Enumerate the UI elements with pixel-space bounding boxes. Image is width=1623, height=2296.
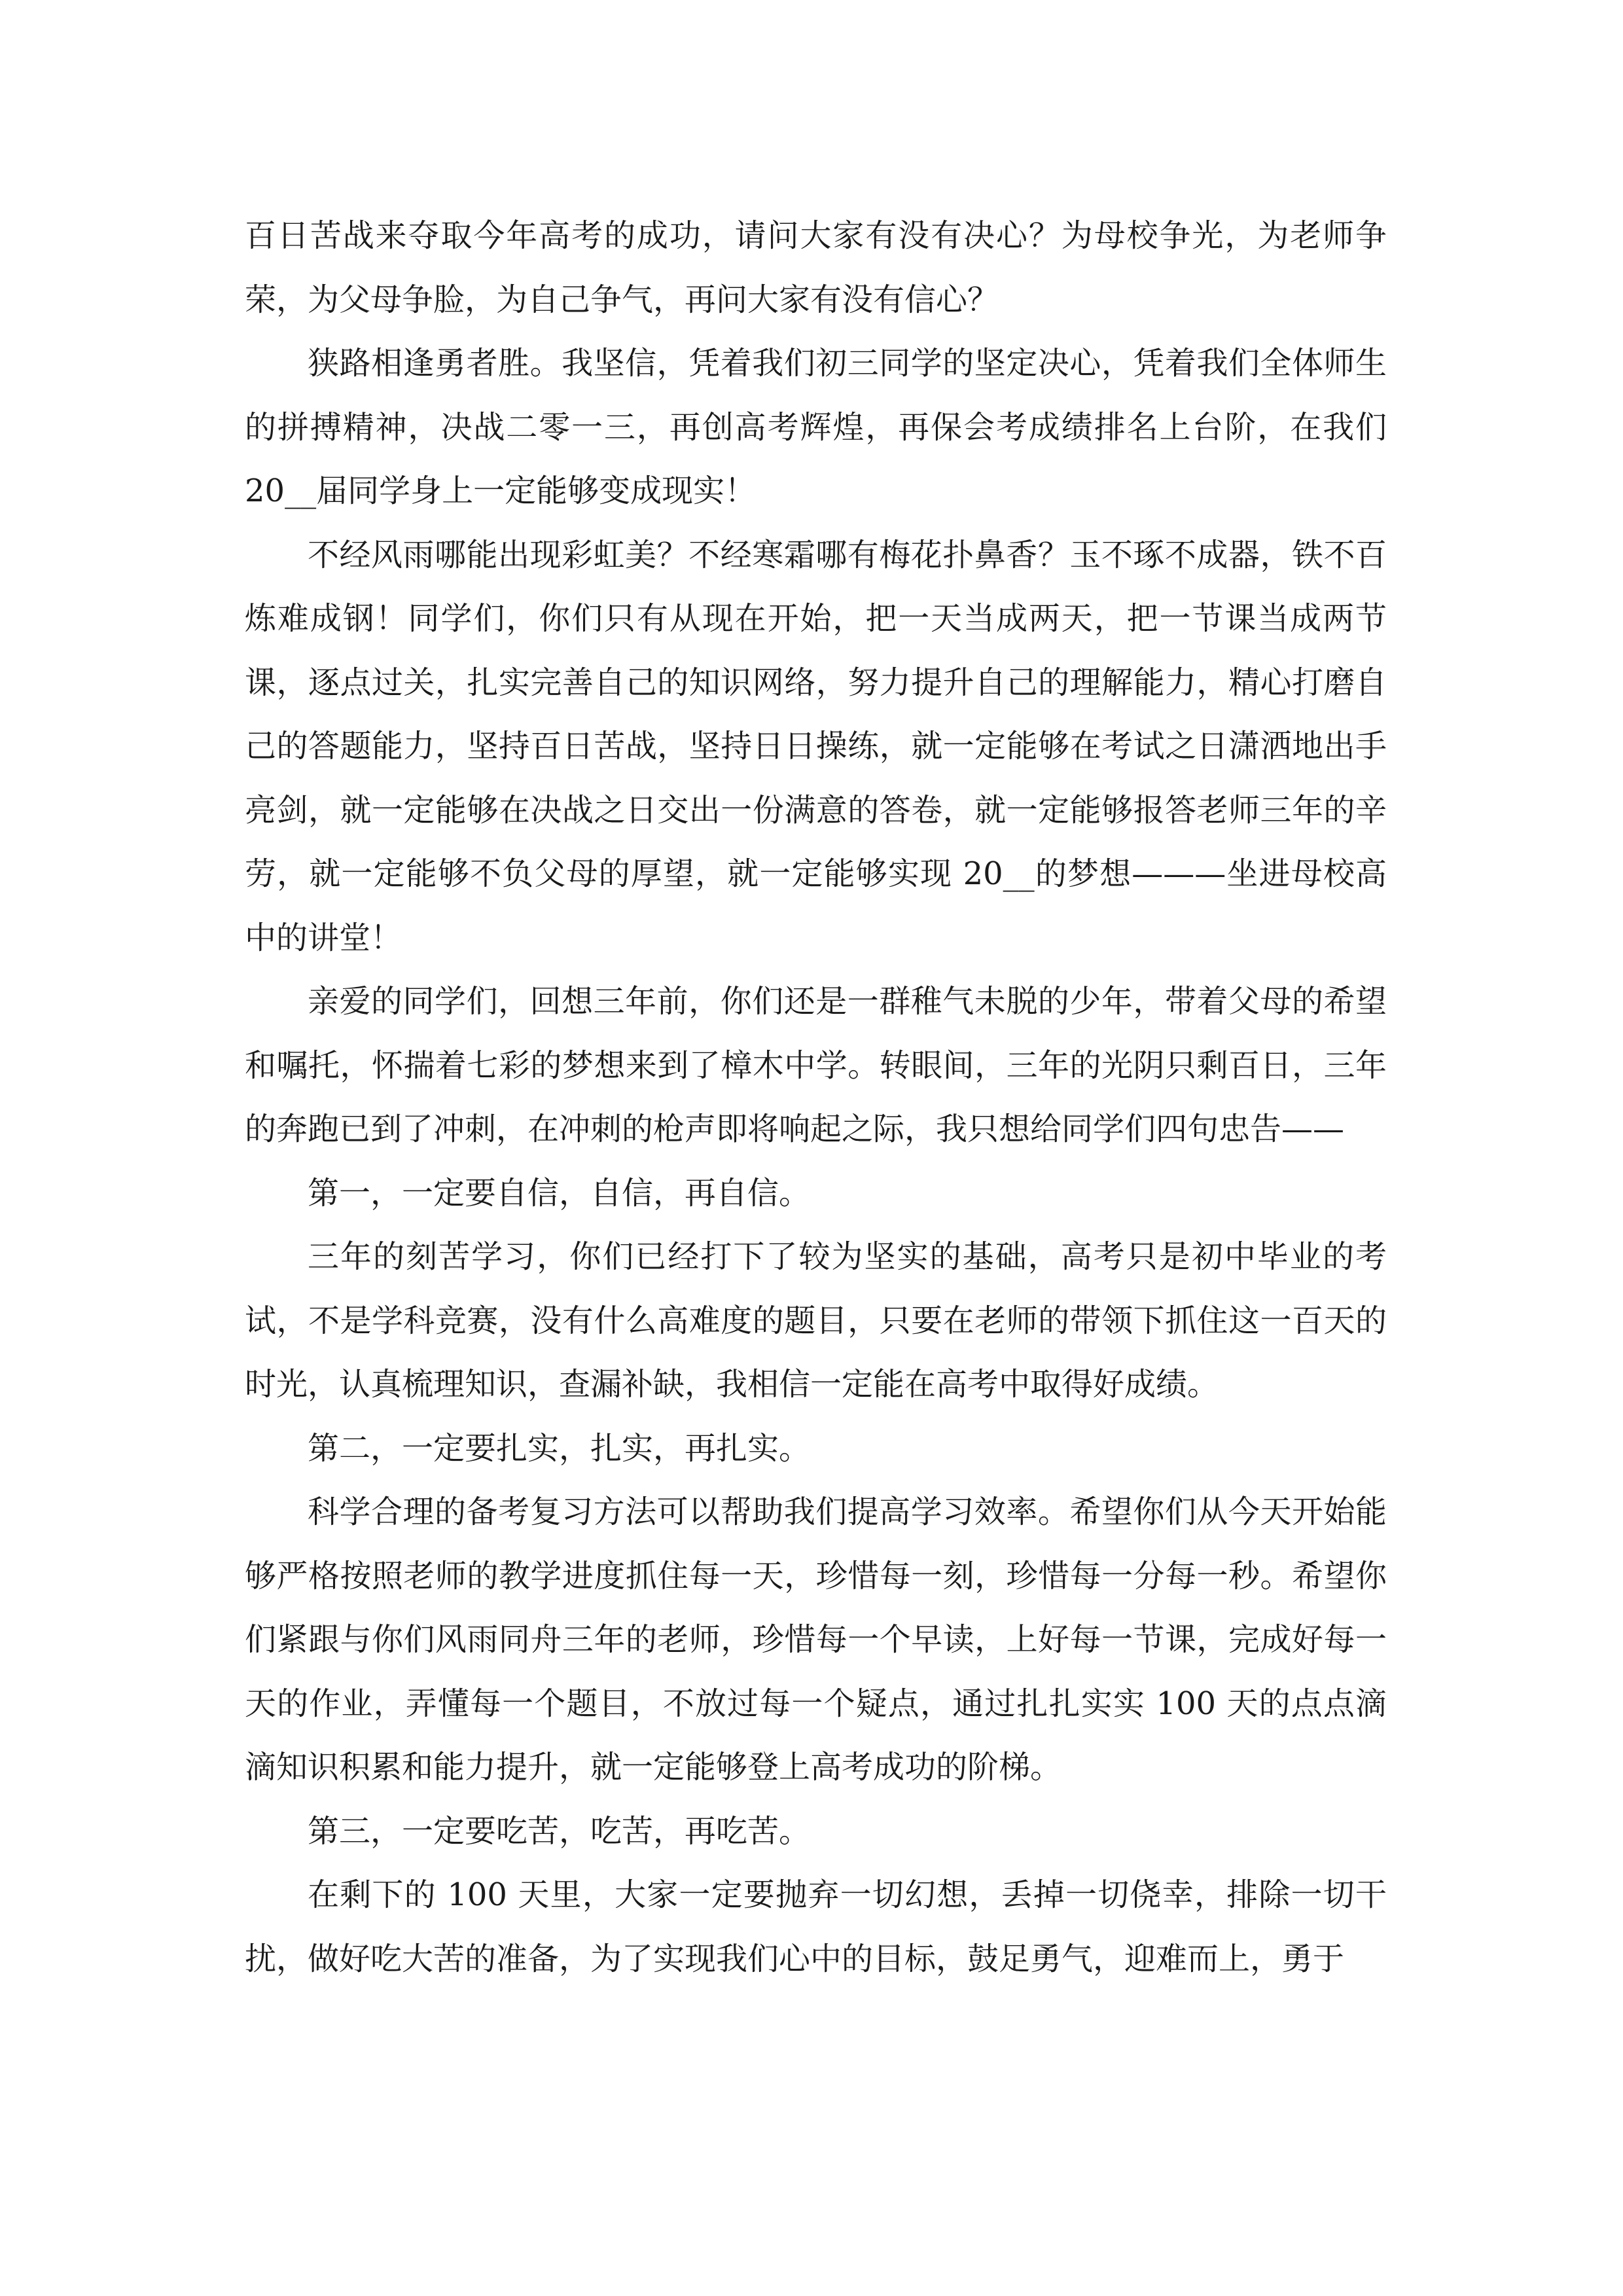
paragraph-10: 在剩下的 100 天里，大家一定要抛弃一切幻想，丢掉一切侥幸，排除一切干扰，做好吃大苦的准备，为了实现我们心中的目标，鼓足勇气，迎难而上，勇于: [245, 1876, 1387, 1977]
point-2-heading: 第二，一定要扎实，扎实，再扎实。: [308, 1429, 811, 1467]
paragraph-3: 不经风雨哪能出现彩虹美？不经寒霜哪有梅花扑鼻香？玉不琢不成器，铁不百炼难成钢！同学们，你们只有从现在开始，把一天当成两天，把一节课当成两节课，逐点过关，扎实完善自己的知识网络，努力提升自己的理解能力，精心打磨自己的答题能力，坚持百日苦战，坚持日日操练，就一定能够在考试之日潇洒地出手亮剑，就一定能够在决战之日交出一份满意的答卷，就一定能够报答老师三年的辛劳，就一定能够不负父母的厚望，就一定能够实现 20__的梦想———坐进母校高中的讲堂！: [245, 536, 1387, 956]
paragraph-6: 三年的刻苦学习，你们已经打下了较为坚实的基础，高考只是初中毕业的考试，不是学科竞赛，没有什么高难度的题目，只要在老师的带领下抓住这一百天的时光，认真梳理知识，查漏补缺，我相信一定能在高考中取得好成绩。: [245, 1238, 1387, 1403]
body-text: [245, 204, 1387, 1991]
paragraph-4: 亲爱的同学们，回想三年前，你们还是一群稚气未脱的少年，带着父母的希望和嘱托，怀揣着七彩的梦想来到了樟木中学。转眼间，三年的光阴只剩百日，三年的奔跑已到了冲刺，在冲刺的枪声即将响起之际，我只想给同学们四句忠告——: [245, 983, 1387, 1147]
paragraph-2: 狭路相逢勇者胜。我坚信，凭着我们初三同学的坚定决心，凭着我们全体师生的拼搏精神，决战二零一三，再创高考辉煌，再保会考成绩排名上台阶，在我们 20__届同学身上一定能够变成现实！: [245, 345, 1387, 509]
paragraph-8: 科学合理的备考复习方法可以帮助我们提高学习效率。希望你们从今天开始能够严格按照老师的教学进度抓住每一天，珍惜每一刻，珍惜每一分每一秒。希望你们紧跟与你们风雨同舟三年的老师，珍惜每一个早读，上好每一节课，完成好每一天的作业，弄懂每一个题目，不放过每一个疑点，通过扎扎实实 100 天的点点滴滴知识积累和能力提升，就一定能够登上高考成功的阶梯。: [245, 1494, 1387, 1785]
point-3-heading: 第三，一定要吃苦，吃苦，再吃苦。: [308, 1812, 811, 1850]
paragraph-1: 百日苦战来夺取今年高考的成功，请问大家有没有决心？为母校争光，为老师争荣，为父母争脸，为自己争气，再问大家有没有信心？: [245, 217, 1387, 318]
point-1-heading: 第一，一定要自信，自信，再自信。: [308, 1174, 811, 1211]
